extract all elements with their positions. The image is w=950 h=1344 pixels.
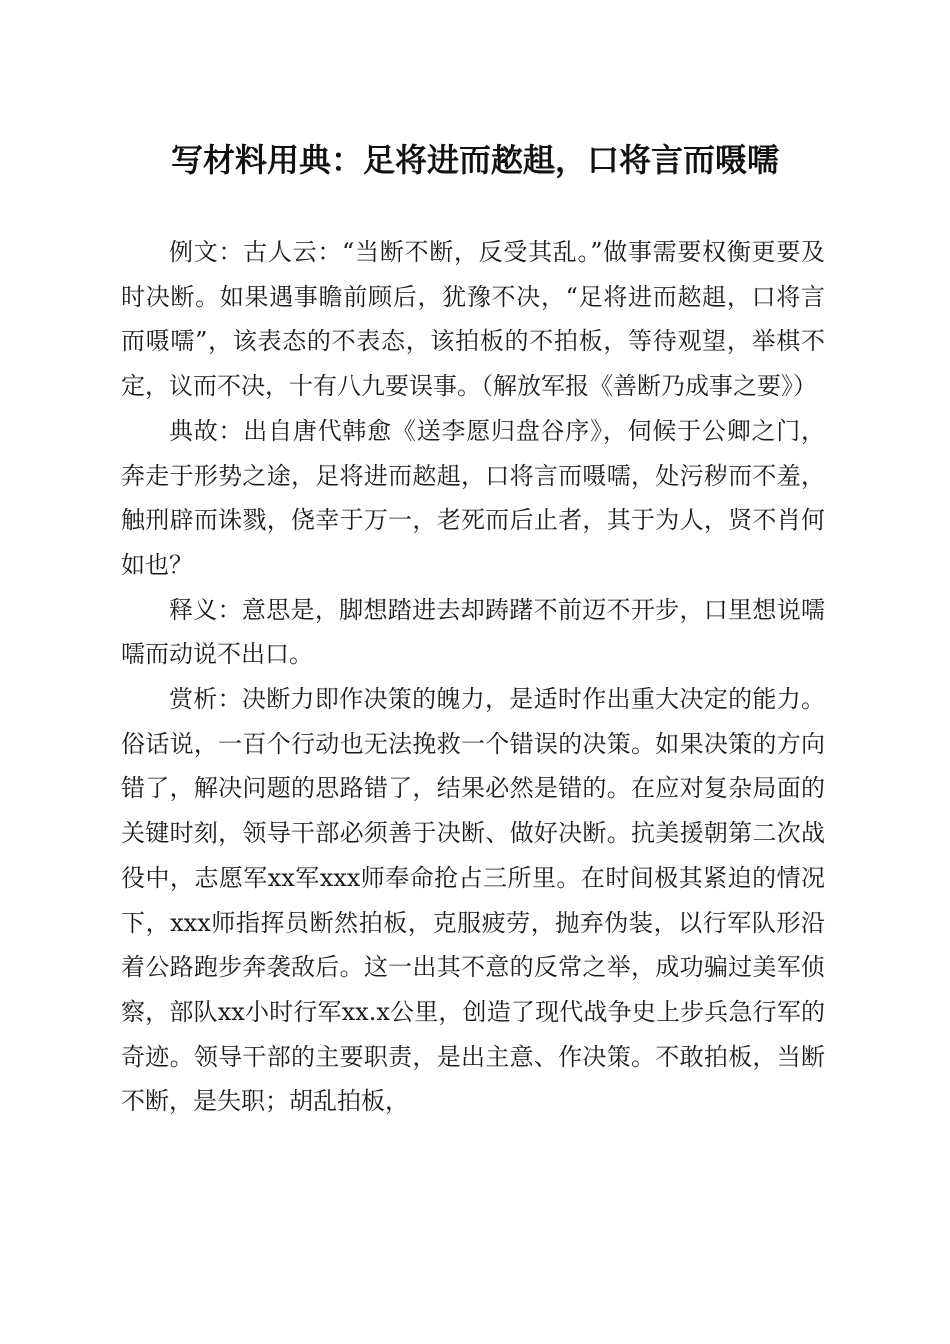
document-title: 写材料用典：足将进而趑趄，口将言而嗫嚅 [170, 141, 779, 179]
paragraph-allusion: 典故：出自唐代韩愈《送李愿归盘谷序》，伺候于公卿之门，奔走于形势之途，足将进而趑趄，口将言而嗫嚅，处污秽而不羞，触刑辟而诛戮，侥幸于万一，老死而后止者，其于为人，贤不肖何如也？ [121, 416, 825, 579]
paragraph-meaning: 释义：意思是，脚想踏进去却踌躇不前迈不开步，口里想说嚅嚅而动说不出口。 [121, 595, 825, 669]
document-body [121, 230, 825, 1124]
paragraph-example: 例文：古人云：“当断不断，反受其乱。”做事需要权衡更要及时决断。如果遇事瞻前顾后，犹豫不决，“足将进而趑趄，口将言而嗫嚅”，该表态的不表态，该拍板的不拍板，等待观望，举棋不定，议而不决，十有八九要误事。（解放军报《善断乃成事之要》） [121, 238, 825, 401]
paragraph-appreciation: 赏析：决断力即作决策的魄力，是适时作出重大决定的能力。俗话说，一百个行动也无法挽救一个错误的决策。如果决策的方向错了，解决问题的思路错了，结果必然是错的。在应对复杂局面的关键时刻，领导干部必须善于决断、做好决断。抗美援朝第二次战役中，志愿军xx军xxx师奉命抢占三所里。在时间极其紧迫的情况下，xxx师指挥员断然拍板，克服疲劳，抛弃伪装，以行军队形沿着公路跑步奔袭敌后。这一出其不意的反常之举，成功骗过美军侦察，部队xx小时行军xx.x公里，创造了现代战争史上步兵急行军的奇迹。领导干部的主要职责，是出主意、作决策。不敢拍板，当断不断，是失职；胡乱拍板， [121, 685, 825, 1116]
